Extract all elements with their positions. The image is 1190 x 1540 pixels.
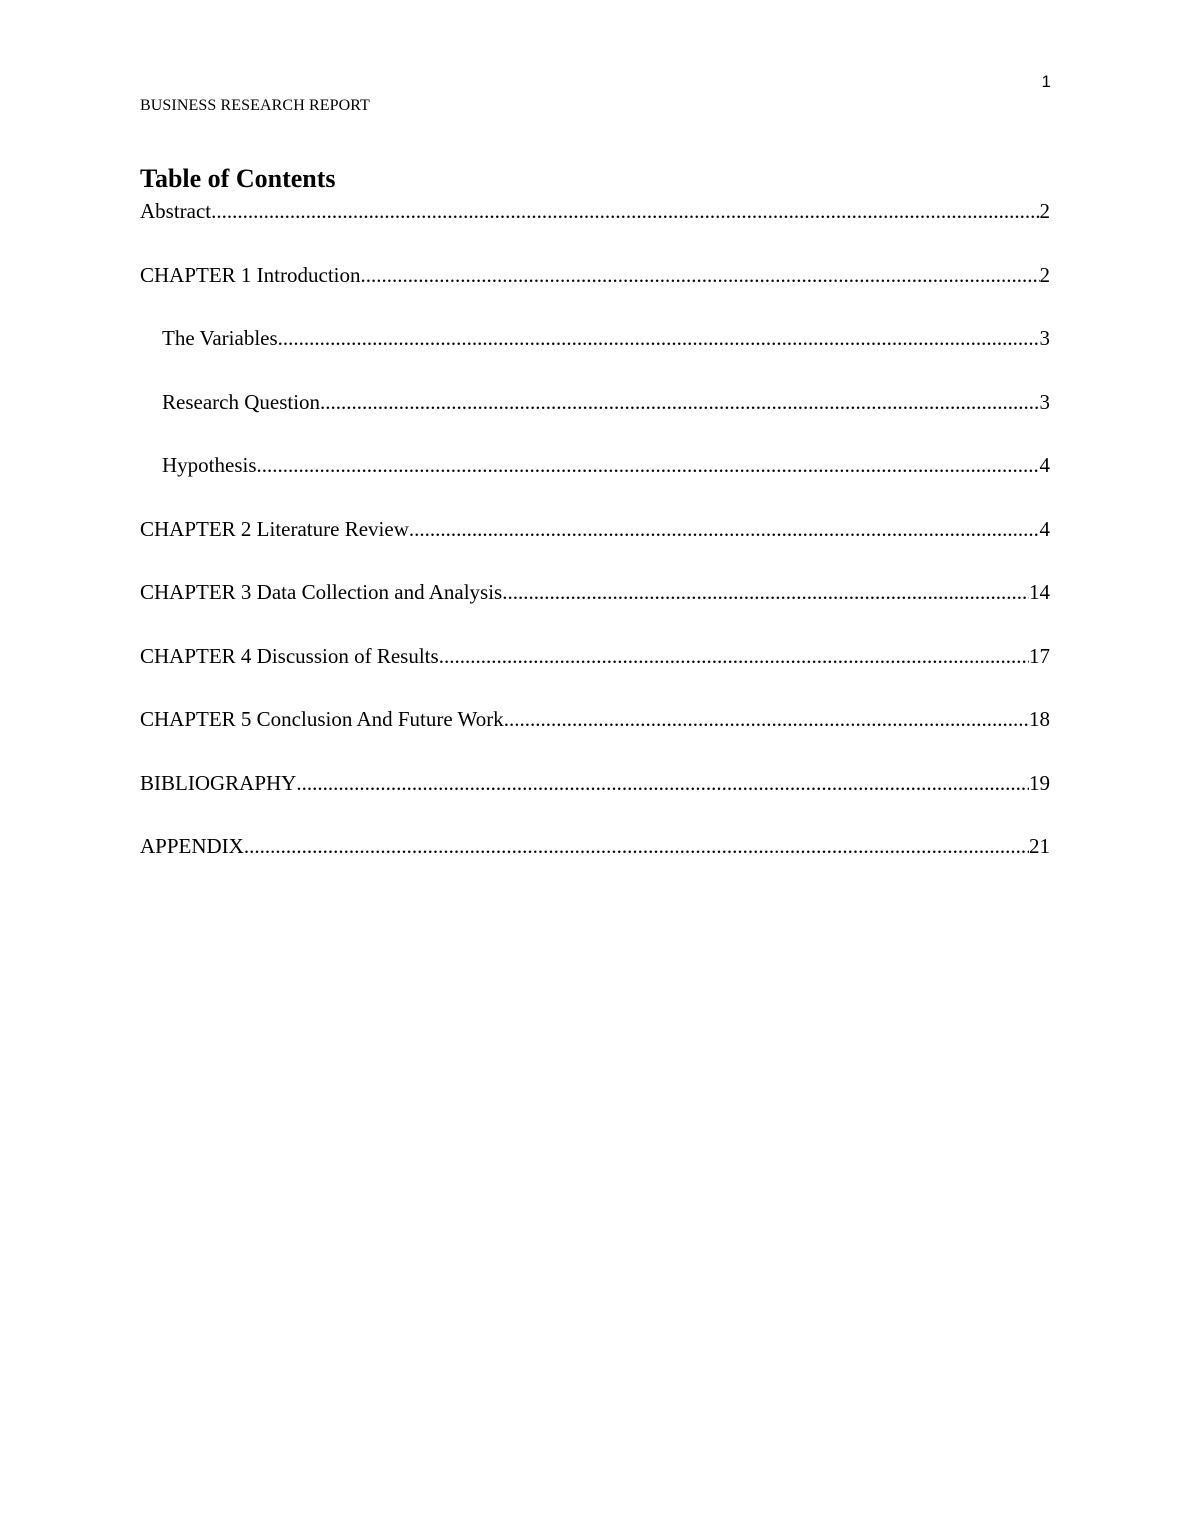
toc-entry-chapter-2[interactable]	[140, 516, 1050, 580]
toc-entry-label: CHAPTER 2 Literature Review	[140, 516, 409, 541]
toc-list	[140, 198, 1050, 897]
toc-entry-page: 21	[1029, 834, 1050, 858]
toc-entry-page: 17	[1029, 643, 1050, 668]
toc-dot-leader	[409, 516, 1040, 542]
toc-entry-label: CHAPTER 1 Introduction	[140, 262, 361, 287]
toc-title: Table of Contents	[140, 164, 336, 193]
toc-entry-page: 4	[1039, 516, 1050, 541]
toc-entry-hypothesis[interactable]	[140, 452, 1050, 516]
toc-entry-abstract[interactable]	[140, 198, 1050, 262]
toc-entry-chapter-3[interactable]	[140, 579, 1050, 643]
toc-entry-label: Research Question	[162, 389, 321, 414]
page-number: 1	[1041, 72, 1051, 91]
toc-entry-bibliography[interactable]	[140, 770, 1050, 834]
toc-entry-label: Abstract	[140, 199, 212, 223]
toc-entry-label: The Variables	[162, 326, 278, 350]
toc-entry-label: BIBLIOGRAPHY	[140, 770, 297, 795]
toc-entry-chapter-1[interactable]	[140, 262, 1050, 326]
toc-entry-page: 3	[1039, 326, 1050, 350]
running-head: BUSINESS RESEARCH REPORT	[140, 97, 370, 114]
toc-entry-chapter-4[interactable]	[140, 643, 1050, 707]
toc-dot-leader	[504, 706, 1029, 732]
toc-entry-page: 14	[1029, 580, 1050, 604]
toc-dot-leader	[502, 579, 1029, 605]
toc-dot-leader	[439, 643, 1029, 669]
toc-dot-leader	[278, 325, 1040, 351]
toc-dot-leader	[257, 452, 1040, 478]
toc-dot-leader	[361, 262, 1040, 288]
toc-dot-leader	[211, 198, 1039, 224]
toc-entry-appendix[interactable]	[140, 833, 1050, 897]
toc-entry-chapter-5[interactable]	[140, 706, 1050, 770]
toc-dot-leader	[320, 389, 1039, 415]
toc-entry-label: CHAPTER 3 Data Collection and Analysis	[140, 580, 503, 604]
toc-entry-variables[interactable]	[140, 325, 1050, 389]
toc-entry-page: 18	[1029, 707, 1050, 731]
toc-entry-label: CHAPTER 4 Discussion of Results	[140, 643, 439, 668]
table-of-contents	[140, 160, 1050, 897]
toc-entry-page: 19	[1029, 770, 1050, 795]
toc-entry-research-question[interactable]	[140, 389, 1050, 453]
toc-entry-page: 3	[1039, 389, 1050, 414]
toc-dot-leader	[244, 833, 1029, 859]
toc-entry-label: CHAPTER 5 Conclusion And Future Work	[140, 707, 504, 731]
toc-entry-page: 4	[1039, 453, 1050, 477]
toc-entry-page: 2	[1039, 262, 1050, 287]
toc-dot-leader	[296, 770, 1029, 796]
toc-entry-label: Hypothesis	[162, 453, 257, 477]
toc-entry-page: 2	[1039, 199, 1050, 223]
toc-entry-label: APPENDIX	[140, 834, 244, 858]
